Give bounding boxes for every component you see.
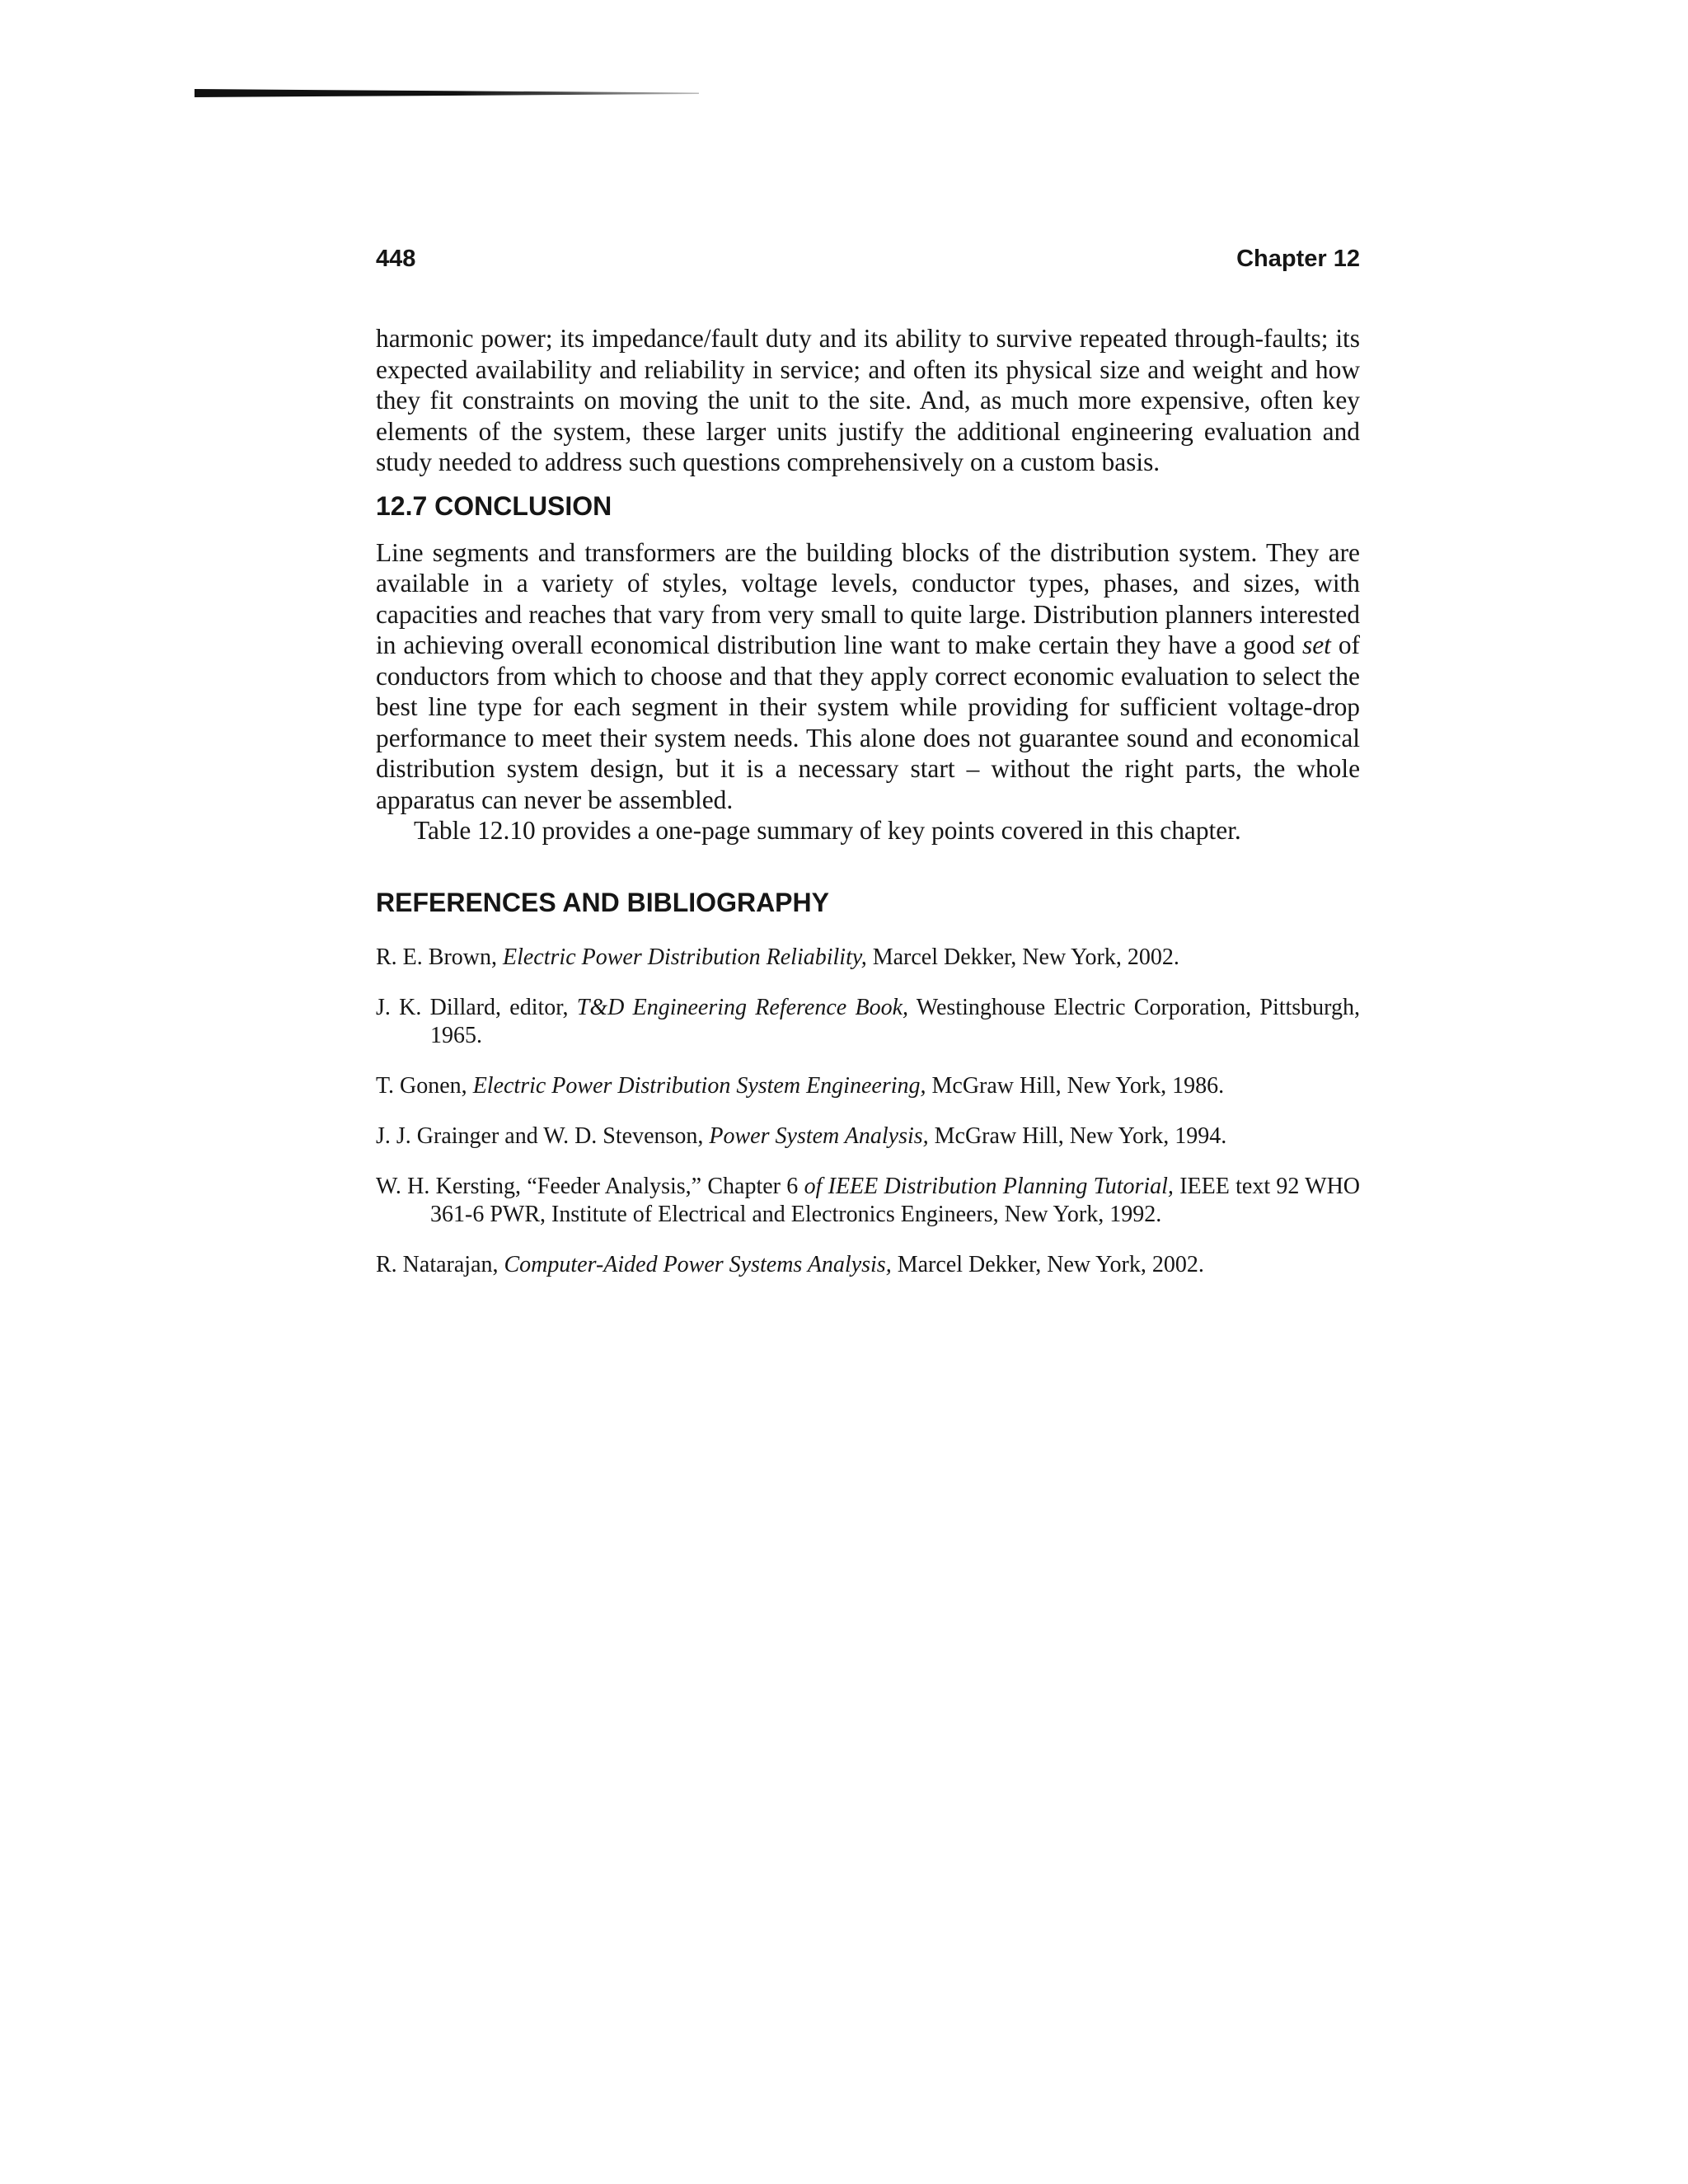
reference-title: Electric Power Distribution Reliability, xyxy=(503,944,867,970)
reference-publisher: Marcel Dekker, New York, 2002. xyxy=(866,944,1179,970)
conclusion-text-part-1: Line segments and transformers are the building blocks of the distribution system. They are available in a variety of styles, voltage levels, conductor types, phases, and sizes, with capacities and reaches that vary from very small to quite large. Distribution planners interested in achieving overall economical distribution line want to make certain they have a good xyxy=(376,537,1360,659)
reference-authors: R. E. Brown, xyxy=(376,944,503,970)
reference-authors: J. J. Grainger and W. D. Stevenson, xyxy=(376,1122,710,1149)
reference-publisher: Westinghouse Electric Corporation, Pittsburgh, 1965. xyxy=(430,994,1360,1048)
conclusion-emphasis: set xyxy=(1302,630,1331,659)
page-number: 448 xyxy=(376,246,416,272)
reference-title: T&D Engineering Reference Book, xyxy=(576,994,908,1020)
top-rule xyxy=(195,89,699,97)
reference-title: Electric Power Distribution System Engineering, xyxy=(472,1072,926,1099)
reference-publisher: IEEE text 92 WHO 361-6 PWR, Institute of Electrical and Electronics Engineers, New York, 1992. xyxy=(430,1173,1361,1227)
page-content xyxy=(376,323,1360,1301)
reference-authors: W. H. Kersting, “Feeder Analysis,” Chapter 6 xyxy=(376,1173,804,1199)
reference-item xyxy=(376,994,1360,1050)
conclusion-paragraph xyxy=(376,537,1360,816)
references-heading: REFERENCES AND BIBLIOGRAPHY xyxy=(376,887,829,917)
reference-title: Power System Analysis, xyxy=(709,1122,929,1149)
running-head xyxy=(376,246,1360,282)
reference-title: Computer-Aided Power Systems Analysis, xyxy=(504,1251,892,1277)
reference-item xyxy=(376,1122,1360,1151)
reference-item xyxy=(376,1072,1360,1100)
reference-item xyxy=(376,944,1360,972)
reference-publisher: McGraw Hill, New York, 1986. xyxy=(926,1072,1225,1099)
reference-item xyxy=(376,1173,1360,1229)
conclusion-text-part-2: of conductors from which to choose and that they apply correct economic evaluation to select the best line type for each segment in their system while providing for sufficient voltage-drop performance to meet their system needs. This alone does not guarantee sound and economical distribution system design, but it is a necessary start – without the right parts, the whole apparatus can never be assembled. xyxy=(376,630,1360,814)
reference-authors: R. Natarajan, xyxy=(376,1251,504,1277)
reference-list xyxy=(376,944,1360,1279)
reference-authors: J. K. Dillard, editor, xyxy=(376,994,577,1020)
conclusion-heading: 12.7 CONCLUSION xyxy=(376,490,612,521)
reference-item xyxy=(376,1251,1360,1279)
intro-paragraph: harmonic power; its impedance/fault duty and its ability to survive repeated through-faults; its expected availability and reliability in service; and often its physical size and weight and how they fit constraints on moving the unit to the site. And, as much more expensive, often key elements of the system, these larger units justify the additional engineering evaluation and study needed to address such questions comprehensively on a custom basis. xyxy=(376,324,1360,476)
reference-authors: T. Gonen, xyxy=(376,1072,473,1099)
reference-publisher: Marcel Dekker, New York, 2002. xyxy=(891,1251,1204,1277)
chapter-label: Chapter 12 xyxy=(1236,246,1360,272)
conclusion-summary-paragraph: Table 12.10 provides a one-page summary of key points covered in this chapter. xyxy=(414,816,1241,845)
reference-title: of IEEE Distribution Planning Tutorial, xyxy=(804,1173,1174,1199)
reference-publisher: McGraw Hill, New York, 1994. xyxy=(928,1122,1227,1149)
